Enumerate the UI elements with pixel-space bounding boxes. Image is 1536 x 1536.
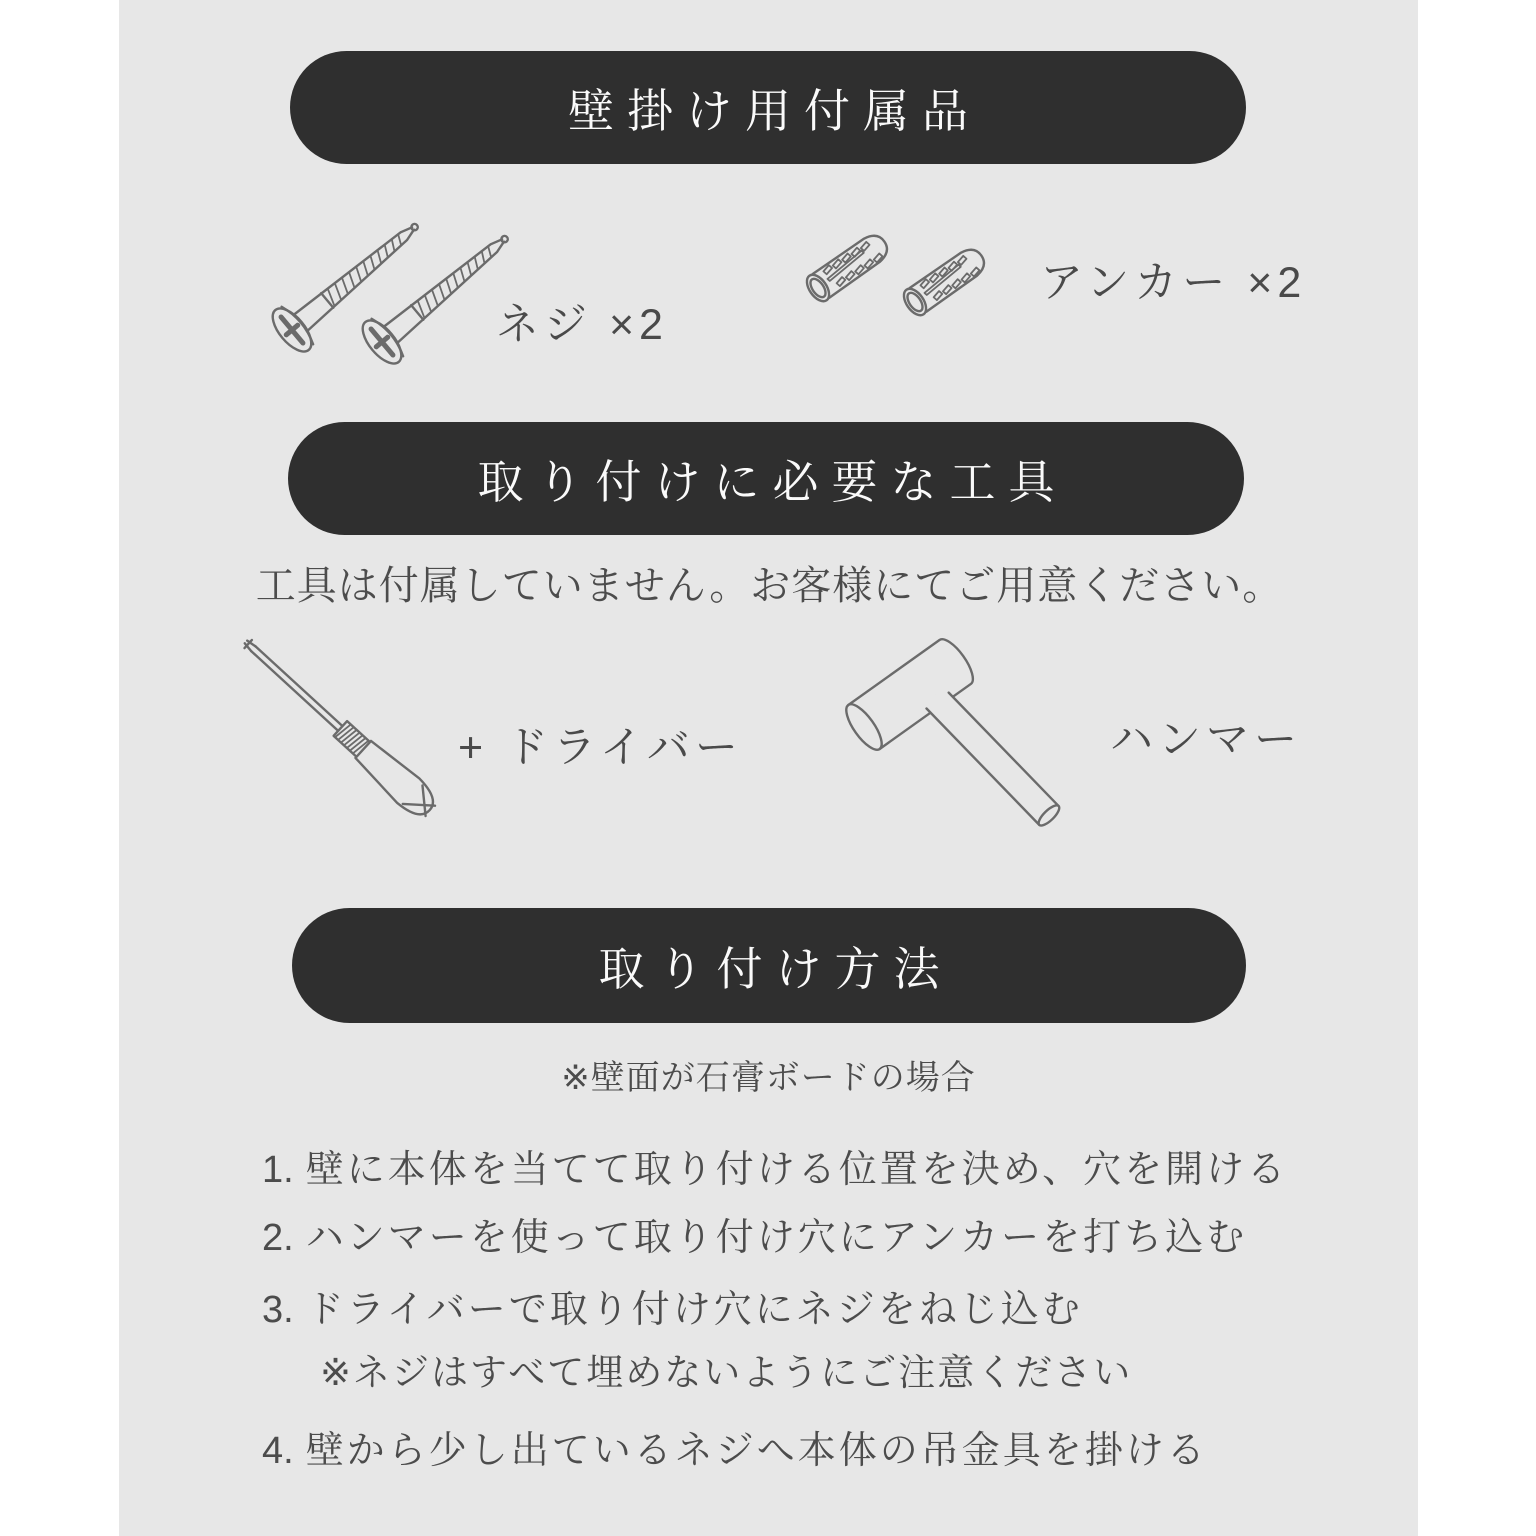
screwdriver-label: + ドライバー [458, 724, 743, 772]
section-title: 取り付けに必要な工具 [477, 455, 1068, 508]
step-text: ドライバーで取り付け穴にネジをねじ込む [305, 1289, 1083, 1331]
section-title: 取り付け方法 [598, 942, 953, 995]
section-header-accessories [290, 51, 1246, 164]
section-header-tools [288, 422, 1244, 535]
step-text: 壁から少し出ているネジへ本体の吊金具を掛ける [305, 1430, 1208, 1472]
step-text: ハンマーを使って取り付け穴にアンカーを打ち込む [305, 1217, 1248, 1259]
step-2 [262, 1219, 1247, 1257]
hammer-label: ハンマー [1110, 716, 1302, 764]
plasterboard-condition-note: ※壁面が石膏ボードの場合 [561, 1059, 976, 1097]
step-3 [262, 1291, 1083, 1329]
screws-label: ネジ ×2 [496, 301, 668, 349]
step-1 [262, 1151, 1288, 1189]
section-title: 壁掛け用付属品 [568, 84, 981, 137]
step-4 [262, 1432, 1208, 1470]
tools-not-included-note: 工具は付属していません。お客様にてご用意ください。 [255, 564, 1284, 608]
anchors-label: アンカー ×2 [1040, 259, 1307, 307]
anchors-icon [803, 226, 995, 332]
step-3-caution-note: ※ネジはすべて埋めないようにご注意ください [320, 1352, 1133, 1393]
section-header-method [292, 908, 1246, 1023]
step-number: 2. [262, 1217, 294, 1259]
screws-icon [252, 210, 518, 372]
step-text: 壁に本体を当てて取り付ける位置を決め、穴を開ける [305, 1149, 1289, 1191]
step-number: 1. [262, 1149, 294, 1191]
step-number: 3. [262, 1289, 294, 1331]
hammer-icon [840, 638, 1085, 843]
step-number: 4. [262, 1430, 294, 1472]
